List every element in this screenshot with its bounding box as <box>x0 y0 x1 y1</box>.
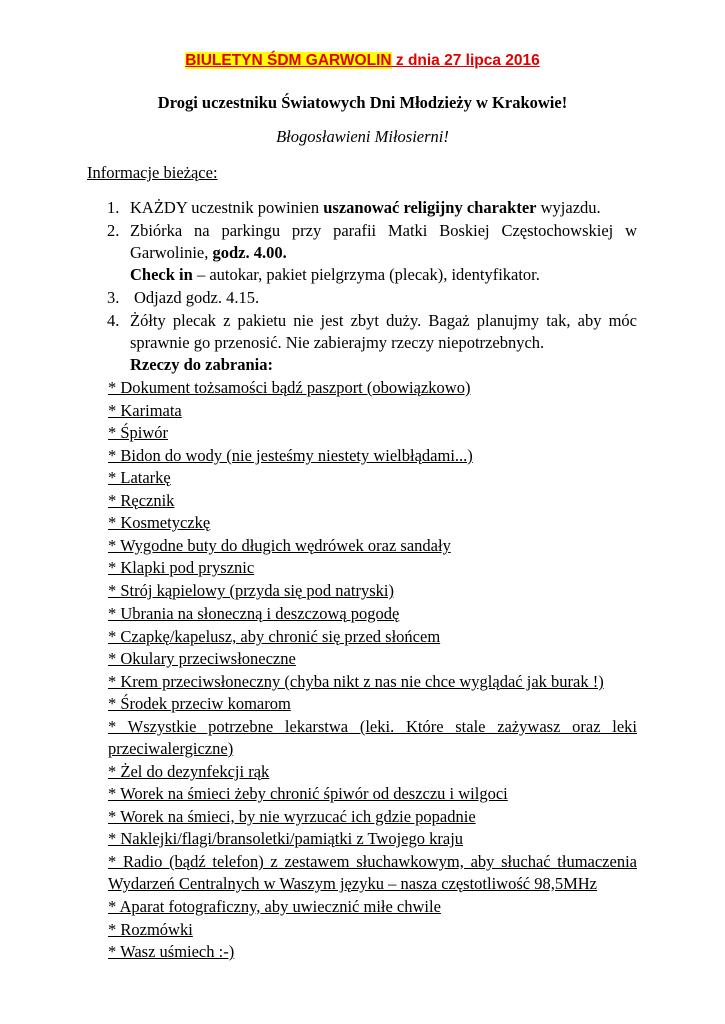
checklist-item: * Radio (bądź telefon) z zestawem słuchawkowym, aby słuchać tłumaczenia <box>108 852 637 871</box>
checklist-item: * Krem przeciwsłoneczny (chyba nikt z nas nie chce wyglądać jak burak !) <box>108 672 604 691</box>
item-2-checkin <box>130 265 540 285</box>
item-2-line-2 <box>130 243 287 263</box>
checklist-item: * Bidon do wody (nie jesteśmy niestety wielbłądami...) <box>108 446 473 465</box>
checkin-label: Check in <box>130 265 193 284</box>
item-number: 1. <box>107 198 120 217</box>
title-highlight: BIULETYN ŚDM GARWOLIN <box>185 52 392 69</box>
checkin-text: – autokar, pakiet pielgrzyma (plecak), identyfikator. <box>192 265 540 284</box>
checklist-item-continued: Wydarzeń Centralnych w Waszym języku – nasza częstotliwość 98,5MHz <box>108 874 598 893</box>
info-heading: Informacje bieżące: <box>87 163 218 182</box>
item-4-line-2: sprawnie go przenosić. Nie zabierajmy rzeczy niepotrzebnych. <box>130 333 545 352</box>
title-date: z dnia 27 lipca 2016 <box>391 52 540 69</box>
checklist-item: * Okulary przeciwsłoneczne <box>108 649 296 668</box>
checklist-item: * Rozmówki <box>108 920 193 939</box>
greeting: Drogi uczestniku Światowych Dni Młodzieży w Krakowie! <box>157 93 568 112</box>
item-number: 4. <box>107 311 120 330</box>
checklist-item: * Worek na śmieci żeby chronić śpiwór od deszczu i wilgoci <box>108 784 508 803</box>
checklist-item: * Żel do dezynfekcji rąk <box>108 762 270 781</box>
item-2-time: godz. 4.00. <box>212 243 287 262</box>
item-number: 2. <box>107 221 120 240</box>
checklist-item: * Śpiwór <box>108 423 169 442</box>
checklist-item: * Latarkę <box>108 468 171 487</box>
checklist-item: * Strój kąpielowy (przyda się pod natryski) <box>108 581 394 600</box>
checklist-item: * Karimata <box>108 401 182 420</box>
item-number: 3. <box>107 288 120 307</box>
item-2-text: Garwolinie, <box>130 243 213 262</box>
checklist-item: * Dokument tożsamości bądź paszport (obowiązkowo) <box>108 378 471 397</box>
checklist-heading: Rzeczy do zabrania: <box>130 355 273 374</box>
checklist-item: * Kosmetyczkę <box>108 513 211 532</box>
checklist-item: * Naklejki/flagi/bransoletki/pamiątki z Twojego kraju <box>108 829 464 848</box>
checklist-item: * Czapkę/kapelusz, aby chronić się przed słońcem <box>108 627 441 646</box>
item-3: Odjazd godz. 4.15. <box>134 288 260 307</box>
checklist-item: * Środek przeciw komarom <box>108 694 291 713</box>
bulletin-title <box>0 52 725 70</box>
checklist-item: * Worek na śmieci, by nie wyrzucać ich gdzie popadnie <box>108 807 476 826</box>
checklist-item-continued: przeciwalergiczne) <box>108 739 234 758</box>
checklist-item: * Ręcznik <box>108 491 175 510</box>
item-4-line-1: Żółty plecak z pakietu nie jest zbyt duży. Bagaż planujmy tak, aby móc <box>130 311 637 330</box>
checklist-item: * Wasz uśmiech :-) <box>108 942 235 961</box>
checklist-item: * Wszystkie potrzebne lekarstwa (leki. Które stale zażywasz oraz leki <box>108 717 637 736</box>
item-1-end: wyjazdu. <box>536 198 601 217</box>
motto: Błogosławieni Miłosierni! <box>276 127 449 146</box>
checklist-item: * Klapki pod prysznic <box>108 558 255 577</box>
item-1-bold: uszanować religijny charakter <box>323 198 537 217</box>
item-1-text: KAŻDY uczestnik powinien <box>130 198 324 217</box>
item-1 <box>130 198 601 218</box>
item-2-line-1: Zbiórka na parkingu przy parafii Matki Boskiej Częstochowskiej w <box>130 221 637 240</box>
checklist-item: * Ubrania na słoneczną i deszczową pogodę <box>108 604 400 623</box>
checklist-item: * Wygodne buty do długich wędrówek oraz sandały <box>108 536 451 555</box>
checklist-item: * Aparat fotograficzny, aby uwiecznić miłe chwile <box>108 897 441 916</box>
